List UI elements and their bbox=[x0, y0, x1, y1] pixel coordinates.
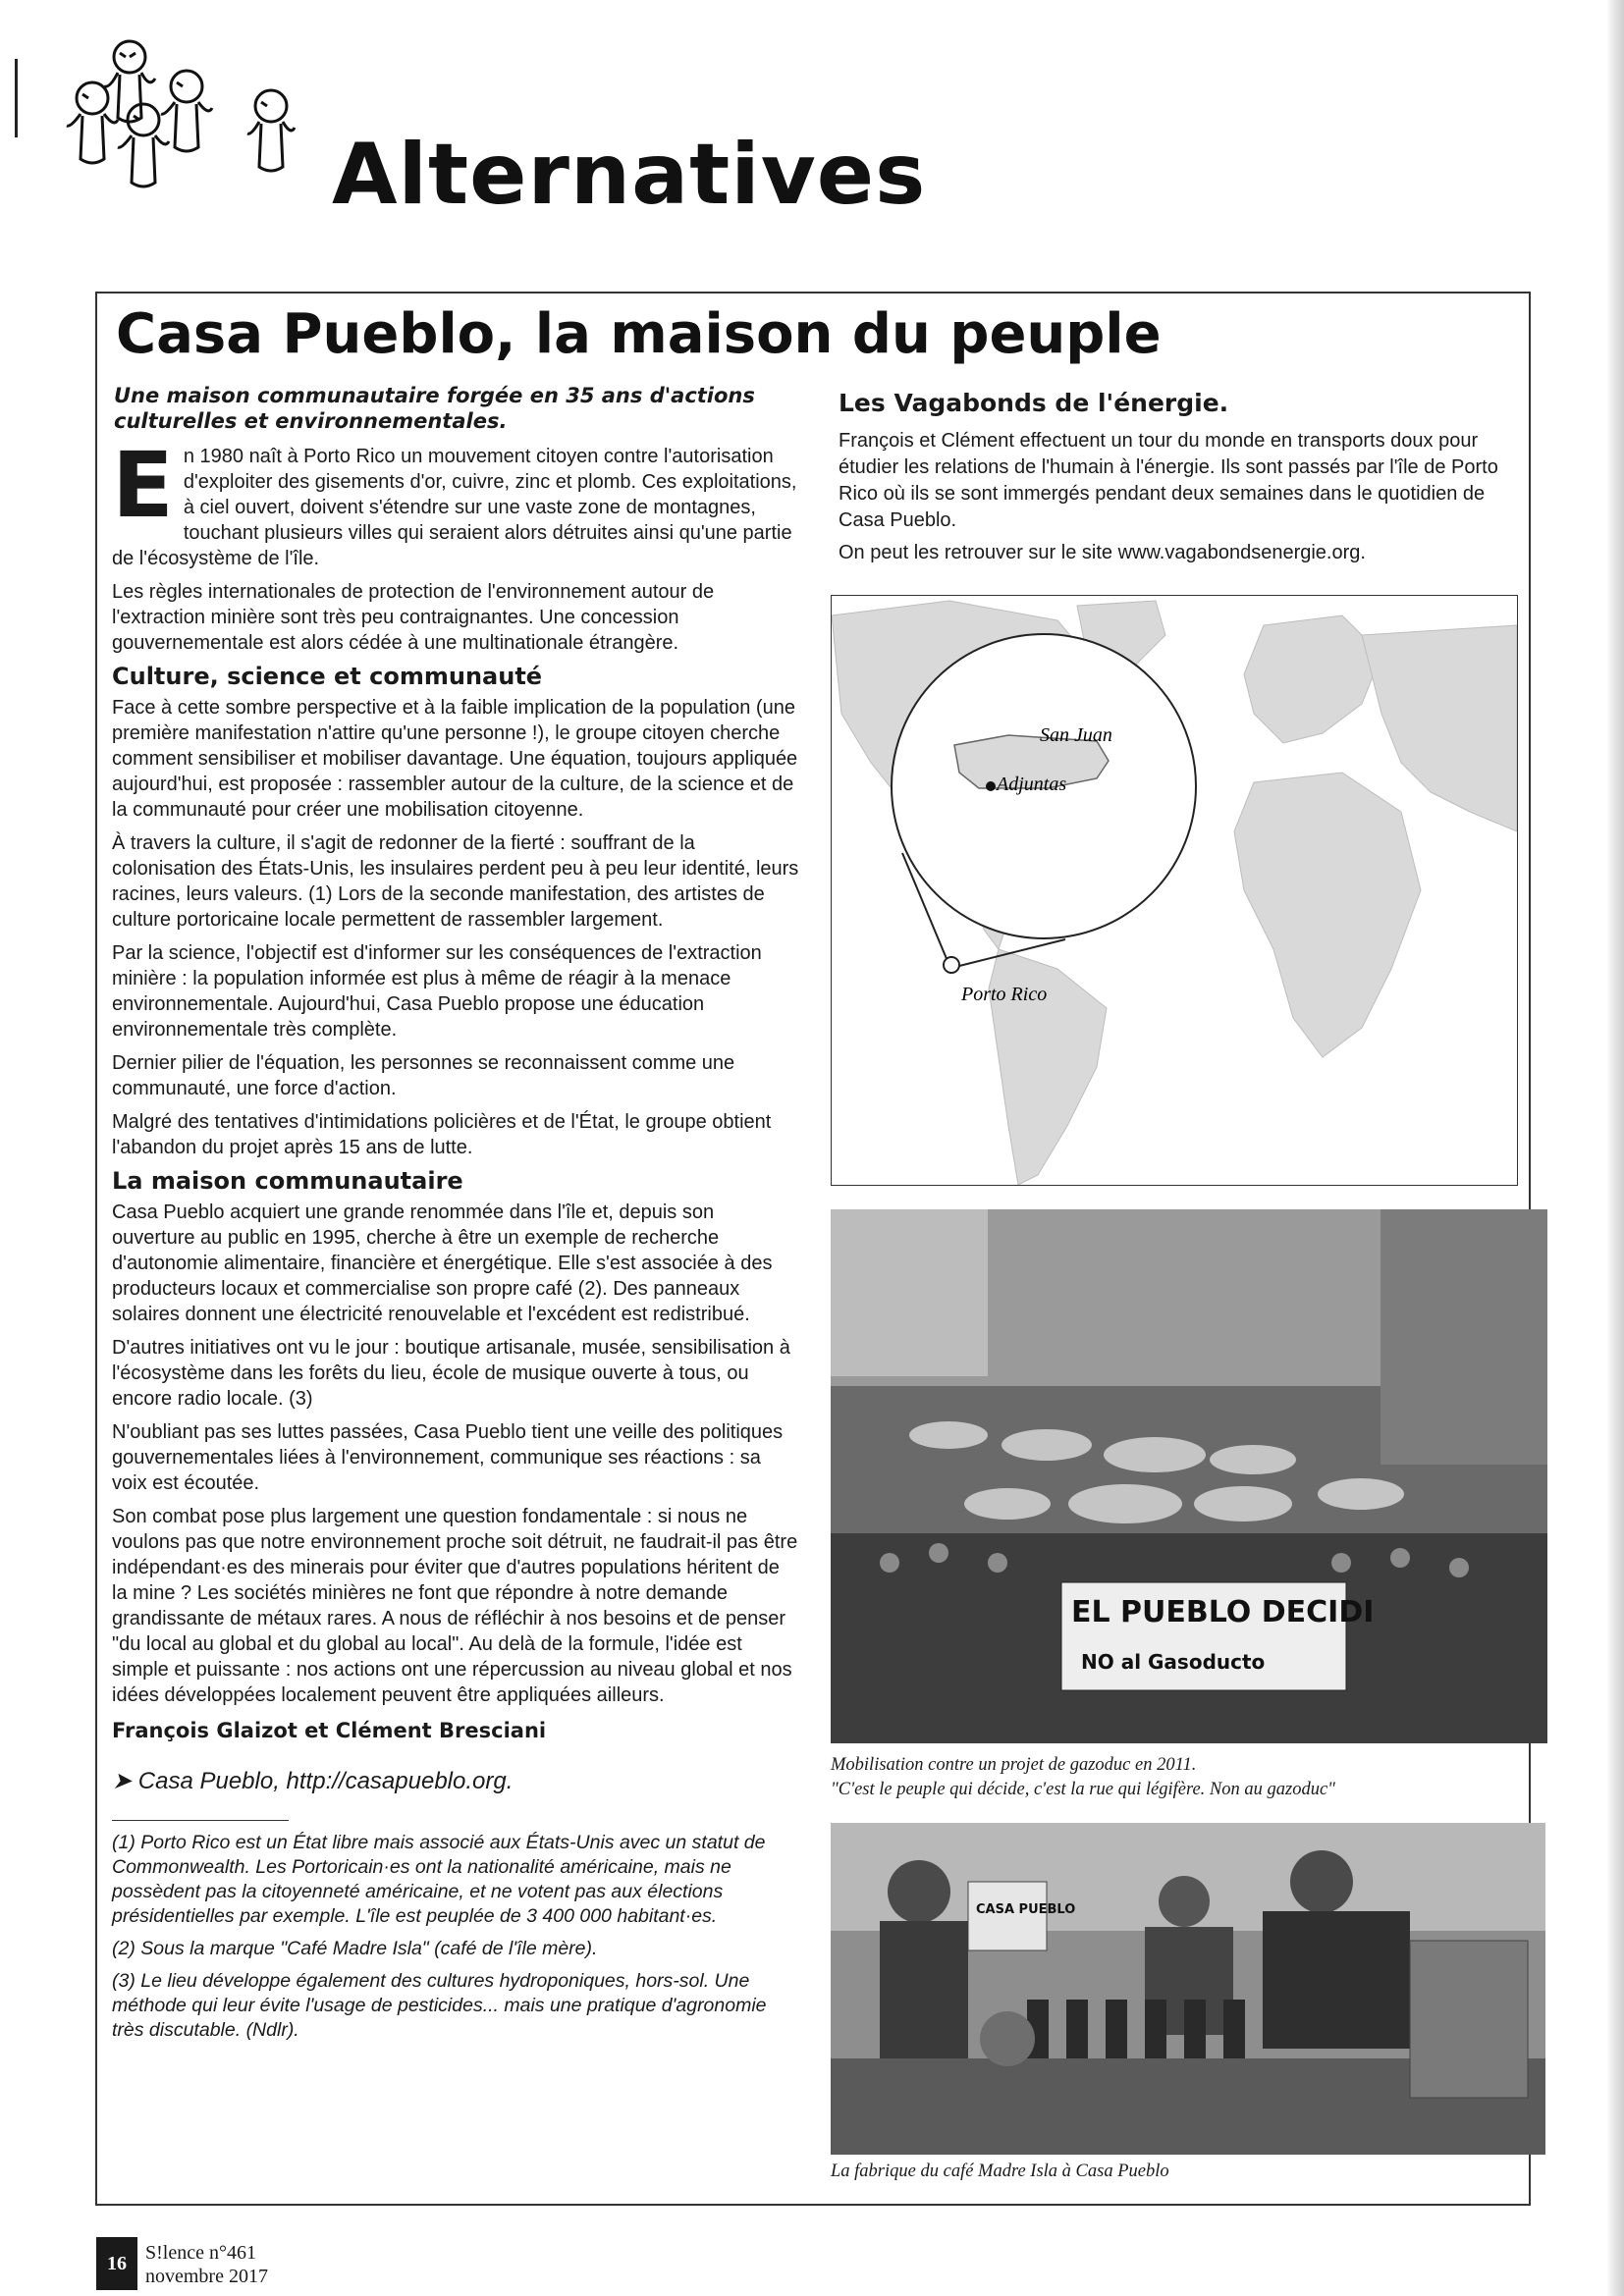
footnote-divider bbox=[112, 1820, 289, 1821]
adjuntas-label: Adjuntas bbox=[997, 774, 1067, 795]
san-juan-label: San Juan bbox=[1040, 724, 1112, 746]
drop-cap: E bbox=[112, 433, 174, 538]
banner-text: EL PUEBLO DECIDI bbox=[1071, 1595, 1375, 1629]
section-title: Alternatives bbox=[332, 126, 927, 224]
photo-caption-2: La fabrique du café Madre Isla à Casa Pueblo bbox=[831, 2162, 1169, 2181]
margin-rule bbox=[15, 59, 18, 137]
paragraph: Par la science, l'objectif est d'informer sur les conséquences de l'extraction minière : la population informée est plus à même de réagir à la menace environnementale. Aujourd'hui, Casa Pueblo propose une éducation environnementale très complète. bbox=[112, 942, 762, 1041]
paragraph: Son combat pose plus largement une question fondamentale : si nous ne voulons pas que notre environnement proche soit détruit, ne faudrait-il pas être indépendant·es des minerais pour éviter que d'autres populations héritent de la mine ? Les sociétés minières ne font que répondre à notre demande grandissante de métaux rares. A nous de réfléchir à nos besoins et de penser "du local au global et du global au local". Au delà de la formule, l'idée est simple et puissante : nos actions ont une répercussion au niveau global et nos idées développées localement peuvent être appliquées ailleurs. bbox=[112, 1506, 798, 1706]
adjuntas-dot bbox=[986, 781, 996, 791]
paragraph: Malgré des tentatives d'intimidations policières et de l'État, le groupe obtient l'abandon du projet après 15 ans de lutte. bbox=[112, 1111, 772, 1158]
article-headline: Casa Pueblo, la maison du peuple bbox=[116, 302, 1162, 366]
paragraph: À travers la culture, il s'agit de redonner de la fierté : souffrant de la colonisation des États-Unis, les insulaires perdent peu à peu leur identité, leurs racines, leurs valeurs. (1) Lors de la seconde manifestation, des artistes de culture portoricaine locale permettent de rassembler largement. bbox=[112, 832, 799, 931]
casa-pueblo-link[interactable]: ➤ Casa Pueblo, http://casapueblo.org. bbox=[112, 1768, 514, 1794]
porto-rico-marker bbox=[944, 957, 959, 973]
cafe-photo bbox=[831, 1823, 1545, 2155]
page-edge-shadow bbox=[1606, 0, 1624, 2296]
paragraph: Face à cette sombre perspective et à la faible implication de la population (une première manifestation n'attire qu'une personne !), le groupe citoyen cherche comment sensibiliser et mobiliser davantage. Une équation, toujours appliquée aujourd'hui, est proposée : rassembler autour de la culture, de la science et de la communauté pour créer une mobilisation citoyenne. bbox=[112, 697, 798, 821]
cafe-sign-text: CASA PUEBLO bbox=[976, 1902, 1076, 1917]
footnote-2: (2) Sous la marque "Café Madre Isla" (café de l'île mère). bbox=[112, 1938, 598, 1959]
sidebar-title: Les Vagabonds de l'énergie. bbox=[839, 389, 1229, 417]
paragraph: Casa Pueblo acquiert une grande renommée dans l'île et, depuis son ouverture au public en 1995, cherche à être un exemple de recherche d'autonomie alimentaire, financière et énergétique. Elle s'est associée à des producteurs locaux et commercialise son propre café (2). Des panneaux solaires donnent une électricité renouvelable et l'excédent est redistribué. bbox=[112, 1201, 773, 1325]
article-body bbox=[112, 433, 799, 2051]
demonstration-photo bbox=[831, 1209, 1547, 1743]
footnote-3: (3) Le lieu développe également des cultures hydroponiques, hors-sol. Une méthode qui leur évite l'usage de pesticides... mais une pratique d'agronomie très discutable. (Ndlr). bbox=[112, 1970, 767, 2041]
paragraph: Dernier pilier de l'équation, les personnes se reconnaissent comme une communauté, une force d'action. bbox=[112, 1052, 735, 1099]
subheading-culture: Culture, science et communauté bbox=[112, 663, 543, 690]
asia-shape bbox=[1362, 625, 1517, 831]
world-map bbox=[831, 595, 1518, 1186]
paragraph: D'autres initiatives ont vu le jour : boutique artisanale, musée, sensibilisation à l'écosystème dans les forêts du lieu, école de musique ouverte à tous, ou encore radio locale. (3) bbox=[112, 1337, 790, 1410]
subheading-maison: La maison communautaire bbox=[112, 1167, 463, 1195]
figure-3 bbox=[161, 71, 212, 151]
europe-shape bbox=[1244, 615, 1381, 743]
banner-subtext: NO al Gasoducto bbox=[1081, 1650, 1266, 1674]
paragraph-intro: En 1980 naît à Porto Rico un mouvement citoyen contre l'autorisation d'exploiter des gisements d'or, cuivre, zinc et plomb. Ces exploitations, à ciel ouvert, doivent s'étendre sur une vaste zone de montagnes, touchant plusieurs villes qui seraient alors détruites ainsi qu'une partie de l'écosystème de l'île. bbox=[112, 433, 797, 569]
author-signature: François Glaizot et Clément Bresciani bbox=[112, 1719, 547, 1742]
sidebar-paragraph: François et Clément effectuent un tour du monde en transports doux pour étudier les relations de l'humain à l'énergie. Ils sont passés par l'île de Porto Rico où ils se sont immergés pendant deux semaines dans le quotidien de Casa Pueblo. bbox=[839, 430, 1498, 531]
page-number: 16 bbox=[96, 2237, 137, 2290]
paragraph: N'oubliant pas ses luttes passées, Casa Pueblo tient une veille des politiques gouvernementales liées à l'environnement, communique ses réactions : sa voix est écoutée. bbox=[112, 1421, 784, 1494]
article-subhead: Une maison communautaire forgée en 35 ans d'actions culturelles et environnementales. bbox=[114, 384, 755, 433]
porto-rico-label: Porto Rico bbox=[961, 984, 1048, 1005]
figure-5 bbox=[247, 90, 295, 171]
figure-4 bbox=[118, 104, 169, 187]
issue-date: novembre 2017 bbox=[145, 2266, 268, 2287]
footnote-1: (1) Porto Rico est un État libre mais associé aux États-Unis avec un statut de Commonwealth. Les Portoricain·es ont la nationalité américaine, mais ne possèdent pas la citoyenneté américaine, et ne votent pas aux élections présidentielles par exemple. L'île est peuplée de 3 400 000 habitant·es. bbox=[112, 1832, 766, 1927]
section-logo-figures bbox=[61, 29, 316, 216]
issue-number: S!lence n°461 bbox=[145, 2242, 256, 2264]
africa-shape bbox=[1234, 773, 1421, 1057]
sidebar-text bbox=[839, 428, 1516, 572]
paragraph: Les règles internationales de protection de l'environnement autour de l'extraction minière sont très peu contraignantes. Une concession gouvernementale est alors cédée à une multinationale étrangère. bbox=[112, 581, 715, 654]
figure-2 bbox=[67, 82, 118, 163]
sidebar-link[interactable]: On peut les retrouver sur le site www.vagabondsenergie.org. bbox=[839, 542, 1366, 563]
photo-caption-1: Mobilisation contre un projet de gazoduc en 2011. "C'est le peuple qui décide, c'est la rue qui légifère. Non au gazoduc" bbox=[831, 1755, 1335, 1799]
issue-info bbox=[145, 2241, 268, 2288]
coffee-jar bbox=[1410, 1941, 1528, 2098]
